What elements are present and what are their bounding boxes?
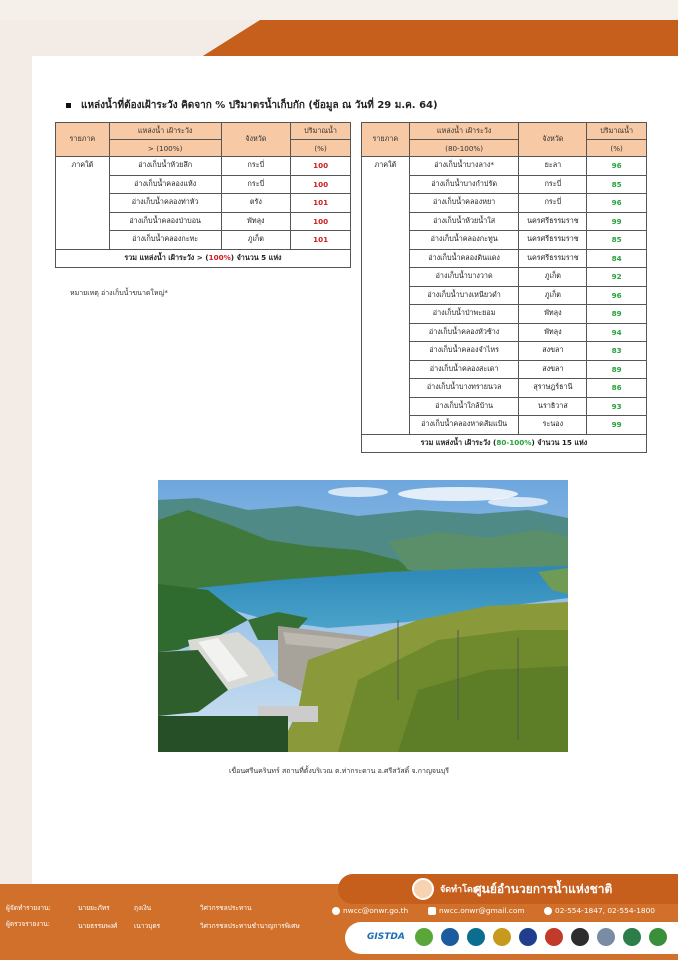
checker-first: นายธรรมพงศ์	[78, 922, 118, 930]
website-text: nwcc@onwr.go.th	[343, 906, 409, 915]
checker-last: เนาวบุตร	[134, 922, 161, 930]
value-cell: 93	[587, 397, 647, 416]
province-cell: ภูเก็ต	[221, 231, 291, 250]
heading-text: แหล่งน้ำที่ต้องเฝ้าระวัง คิดจาก % ปริมาตรน้ำเก็บกัก (ข้อมูล ณ วันที่ 29 ม.ค. 64)	[81, 100, 438, 111]
name-cell: อ่างเก็บน้ำบางเหนียวดำ	[409, 286, 519, 305]
province-cell: ยะลา	[519, 157, 587, 176]
name-cell: อ่างเก็บน้ำคลองแห้ง	[109, 175, 221, 194]
dam-landscape-image	[158, 480, 568, 752]
total-pct: 100%	[208, 252, 231, 262]
partner-logo-4-icon	[493, 928, 511, 946]
partner-logo-9-icon	[623, 928, 641, 946]
value-cell: 96	[587, 286, 647, 305]
value-cell: 96	[587, 194, 647, 213]
total-pct: 80-100%	[496, 437, 532, 447]
watch-table-over-100	[55, 122, 351, 268]
col-province: จังหวัด	[519, 123, 587, 157]
value-cell: 92	[587, 268, 647, 287]
name-cell: อ่างเก็บน้ำบางวาด	[409, 268, 519, 287]
reporter-last: ถุงเงิน	[134, 904, 152, 912]
globe-icon	[332, 907, 340, 915]
partner-logo-10-icon	[649, 928, 667, 946]
nwcc-logo-icon	[412, 878, 434, 900]
mail-icon	[428, 907, 436, 915]
phone-contact[interactable]	[544, 906, 655, 915]
name-cell: อ่างเก็บน้ำห้วยน้ำใส	[409, 212, 519, 231]
table1-total	[56, 249, 351, 268]
name-cell: อ่างเก็บน้ำคลองกะทูน	[409, 231, 519, 250]
name-cell: อ่างเก็บน้ำคลองจำไหร	[409, 342, 519, 361]
col-province: จังหวัด	[221, 123, 291, 157]
province-cell: นราธิวาส	[519, 397, 587, 416]
reporter-role: วิศวกรชลประทาน	[200, 904, 252, 912]
province-cell: สุราษฎร์ธานี	[519, 379, 587, 398]
bullet-icon	[66, 103, 71, 108]
col-volume: ปริมาณน้ำ	[291, 123, 351, 140]
reporter-label: ผู้จัดทำรายงาน:	[6, 904, 51, 912]
total-suffix: ) จำนวน 5 แห่ง	[230, 252, 282, 262]
province-cell: ภูเก็ต	[519, 286, 587, 305]
province-cell: นครศรีธรรมราช	[519, 212, 587, 231]
partner-logo-5-icon	[519, 928, 537, 946]
value-cell: 99	[587, 212, 647, 231]
name-cell: อ่างเก็บน้ำคลองดินแดง	[409, 249, 519, 268]
value-cell: 86	[587, 379, 647, 398]
col-volume-unit: (%)	[587, 140, 647, 157]
email-text: nwcc.onwr@gmail.com	[439, 906, 525, 915]
province-cell: พัทลุง	[519, 323, 587, 342]
value-cell: 100	[291, 212, 351, 231]
value-cell: 100	[291, 175, 351, 194]
brand-banner	[338, 874, 678, 904]
partner-logo-6-icon	[545, 928, 563, 946]
col-source: แหล่งน้ำ เฝ้าระวัง	[109, 123, 221, 140]
section-heading	[66, 98, 438, 113]
name-cell: อ่างเก็บน้ำห้วยลึก	[109, 157, 221, 176]
checker-role: วิศวกรชลประทานชำนาญการพิเศษ	[200, 922, 300, 930]
name-cell: อ่างเก็บน้ำบางลาง*	[409, 157, 519, 176]
province-cell: กระบี่	[519, 194, 587, 213]
name-cell: อ่างเก็บน้ำคลองหาดส้มแป้น	[409, 416, 519, 435]
province-cell: กระบี่	[221, 175, 291, 194]
phone-icon	[544, 907, 552, 915]
province-cell: ระนอง	[519, 416, 587, 435]
col-volume: ปริมาณน้ำ	[587, 123, 647, 140]
name-cell: อ่างเก็บน้ำบางกำปรัด	[409, 175, 519, 194]
total-prefix: รวม แหล่งน้ำ เฝ้าระวัง (	[420, 437, 497, 447]
brand-prefix: จัดทำโดย :	[440, 885, 485, 895]
col-volume-unit: (%)	[291, 140, 351, 157]
name-cell: อ่างเก็บน้ำคลองหยา	[409, 194, 519, 213]
checker-label: ผู้ตรวจรายงาน:	[6, 920, 51, 928]
name-cell: อ่างเก็บน้ำใกล้บ้าน	[409, 397, 519, 416]
name-cell: อ่างเก็บน้ำคลองป่าบอน	[109, 212, 221, 231]
province-cell: กระบี่	[221, 157, 291, 176]
col-source-sub: (80-100%)	[409, 140, 519, 157]
table-row	[56, 157, 351, 176]
value-cell: 85	[587, 231, 647, 250]
dam-photo	[158, 480, 568, 752]
province-cell: สงขลา	[519, 342, 587, 361]
partner-logo-8-icon	[597, 928, 615, 946]
table-row	[362, 157, 647, 176]
province-cell: สงขลา	[519, 360, 587, 379]
watch-table-80-100	[361, 122, 647, 453]
province-cell: ภูเก็ต	[519, 268, 587, 287]
partner-logo-3-icon	[467, 928, 485, 946]
name-cell: อ่างเก็บน้ำคลองท่าหัว	[109, 194, 221, 213]
col-source-sub: > (100%)	[109, 140, 221, 157]
partner-logo-1-icon	[415, 928, 433, 946]
col-source: แหล่งน้ำ เฝ้าระวัง	[409, 123, 519, 140]
value-cell: 101	[291, 231, 351, 250]
value-cell: 100	[291, 157, 351, 176]
phone-text: 02-554-1847, 02-554-1800	[555, 906, 656, 915]
value-cell: 89	[587, 360, 647, 379]
value-cell: 99	[587, 416, 647, 435]
total-prefix: รวม แหล่งน้ำ เฝ้าระวัง > (	[124, 252, 209, 262]
gistda-logo: GISTDA	[367, 932, 405, 942]
top-band	[0, 0, 678, 20]
email-contact[interactable]	[428, 906, 525, 915]
photo-caption: เขื่อนศรีนครินทร์ สถานที่ตั้งบริเวณ ต.ท่ากระดาน อ.ศรีสวัสดิ์ จ.กาญจนบุรี	[228, 767, 450, 775]
col-region: รายภาค	[56, 123, 110, 157]
region-cell: ภาคใต้	[362, 157, 410, 435]
region-cell: ภาคใต้	[56, 157, 110, 250]
name-cell: อ่างเก็บน้ำคลองสะเดา	[409, 360, 519, 379]
table2-total	[362, 434, 647, 453]
province-cell: พัทลุง	[221, 212, 291, 231]
name-cell: อ่างเก็บน้ำคลองหัวช้าง	[409, 323, 519, 342]
province-cell: นครศรีธรรมราช	[519, 231, 587, 250]
province-cell: นครศรีธรรมราช	[519, 249, 587, 268]
website-contact[interactable]	[332, 906, 408, 915]
total-suffix: ) จำนวน 15 แห่ง	[531, 437, 588, 447]
name-cell: อ่างเก็บน้ำบางทรายนวล	[409, 379, 519, 398]
col-region: รายภาค	[362, 123, 410, 157]
value-cell: 83	[587, 342, 647, 361]
province-cell: กระบี่	[519, 175, 587, 194]
value-cell: 84	[587, 249, 647, 268]
value-cell: 96	[587, 157, 647, 176]
value-cell: 101	[291, 194, 351, 213]
name-cell: อ่างเก็บน้ำป่าพะยอม	[409, 305, 519, 324]
value-cell: 85	[587, 175, 647, 194]
name-cell: อ่างเก็บน้ำคลองกะทะ	[109, 231, 221, 250]
partner-logo-2-icon	[441, 928, 459, 946]
reporter-first: นายยะภัทร	[78, 904, 110, 912]
value-cell: 89	[587, 305, 647, 324]
province-cell: ตรัง	[221, 194, 291, 213]
table-note: หมายเหตุ อ่างเก็บน้ำขนาดใหญ่*	[70, 289, 168, 297]
province-cell: พัทลุง	[519, 305, 587, 324]
value-cell: 94	[587, 323, 647, 342]
partner-logo-7-icon	[571, 928, 589, 946]
partner-logos	[345, 922, 678, 954]
brand-name: ศูนย์อำนวยการน้ำแห่งชาติ	[474, 882, 613, 896]
